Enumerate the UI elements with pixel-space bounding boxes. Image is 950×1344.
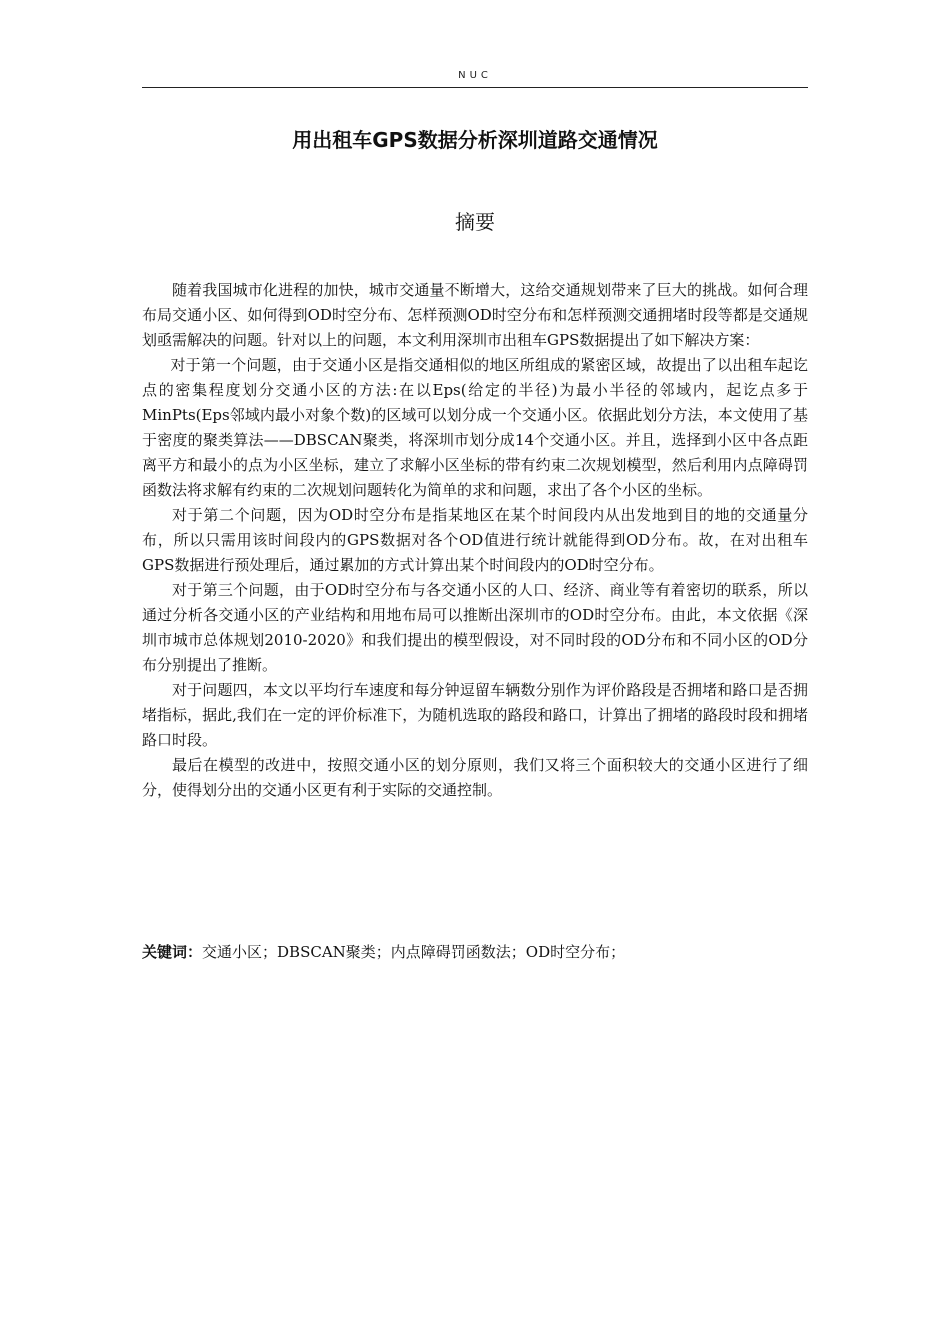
abstract-paragraph-improvement: 最后在模型的改进中，按照交通小区的划分原则，我们又将三个面积较大的交通小区进行了细分，使得划分出的交通小区更有利于实际的交通控制。 — [142, 756, 808, 799]
keywords-value: 交通小区；DBSCAN聚类；内点障碍罚函数法；OD时空分布； — [202, 943, 626, 961]
abstract-paragraph-problem-1: 对于第一个问题，由于交通小区是指交通相似的地区所组成的紧密区域，故提出了以出租车起讫点的密集程度划分交通小区的方法:在以Eps(给定的半径)为最小半径的邻域内，起讫点多于MinPts(Eps邻域内最小对象个数)的区域可以划分成一个交通小区。依据此划分方法，本文使用了基于密度的聚类算法——DBSCAN聚类，将深圳市划分成14个交通小区。并且，选择到小区中各点距离平方和最小的点为小区坐标，建立了求解小区坐标的带有约束二次规划模型，然后利用内点障碍罚函数法将求解有约束的二次规划问题转化为简单的求和问题，求出了各个小区的坐标。 — [142, 356, 808, 499]
abstract-paragraph-problem-3: 对于第三个问题，由于OD时空分布与各交通小区的人口、经济、商业等有着密切的联系，所以通过分析各交通小区的产业结构和用地布局可以推断出深圳市的OD时空分布。由此，本文依据《深圳市城市总体规划2010-2020》和我们提出的模型假设，对不同时段的OD分布和不同小区的OD分布分别提出了推断。 — [142, 581, 808, 674]
abstract-paragraph-problem-2: 对于第二个问题，因为OD时空分布是指某地区在某个时间段内从出发地到目的地的交通量分布，所以只需用该时间段内的GPS数据对各个OD值进行统计就能得到OD分布。故，在对出租车GPS数据进行预处理后，通过累加的方式计算出某个时间段内的OD时空分布。 — [142, 506, 808, 574]
abstract-paragraph-intro: 随着我国城市化进程的加快，城市交通量不断增大，这给交通规划带来了巨大的挑战。如何合理布局交通小区、如何得到OD时空分布、怎样预测OD时空分布和怎样预测交通拥堵时段等都是交通规划亟需解决的问题。针对以上的问题，本文利用深圳市出租车GPS数据提出了如下解决方案： — [142, 281, 808, 349]
abstract-paragraph-problem-4: 对于问题四，本文以平均行车速度和每分钟逗留车辆数分别作为评价路段是否拥堵和路口是否拥堵指标，据此,我们在一定的评价标准下，为随机选取的路段和路口，计算出了拥堵的路段时段和拥堵路口时段。 — [142, 681, 808, 749]
keywords-line — [142, 940, 808, 965]
header-rule — [142, 87, 808, 88]
keywords-label: 关键词： — [142, 943, 203, 961]
abstract-heading: 摘要 — [455, 210, 495, 234]
document-title: 用出租车GPS数据分析深圳道路交通情况 — [292, 128, 658, 152]
running-header: NUC — [458, 70, 492, 81]
abstract-body — [142, 278, 808, 803]
